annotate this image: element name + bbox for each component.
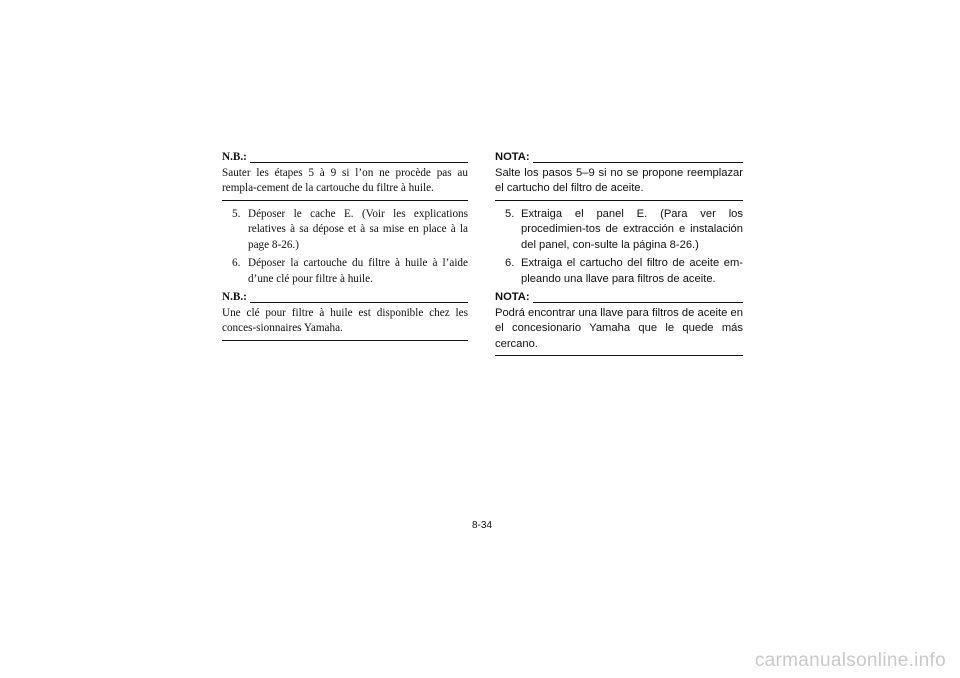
watermark: carmanualsonline.info: [754, 650, 946, 671]
step-item: [505, 256, 743, 287]
note-text: Une clé pour filtre à huile est disponible chez les conces-sionnaires Yamaha.: [222, 306, 468, 334]
note-end-rule: [222, 340, 468, 341]
step-number: 6.: [232, 257, 241, 269]
note-rule: [250, 162, 468, 163]
step-text: Extraiga el cartucho del filtro de aceite em-pleando una llave para filtros de aceite.: [521, 257, 743, 285]
page-number: 8-34: [472, 520, 493, 531]
note-header: [495, 150, 743, 166]
note-end-rule: [495, 200, 743, 201]
step-item: [505, 207, 743, 254]
step-text: Déposer la cartouche du filtre à huile à l’aide d’une clé pour filtre à huile.: [248, 257, 468, 285]
note-header: [222, 290, 468, 306]
note-header: [222, 150, 468, 166]
note-text: Sauter les étapes 5 à 9 si l’on ne procède pas au rempla-cement de la cartouche du filtre à huile.: [222, 166, 468, 194]
step-text: Déposer le cache E. (Voir les explications relatives à sa dépose et à sa mise en place à la page 8-26.): [248, 207, 468, 251]
step-text: Extraiga el panel E. (Para ver los procedimien-tos de extracción e instalación del panel, con-sulte la página 8-26.): [521, 207, 743, 251]
spanish-column: [495, 150, 743, 362]
note-label: N.B.:: [222, 291, 247, 303]
note-end-rule: [495, 355, 743, 356]
note-text: Salte los pasos 5–9 si no se propone reemplazar el cartucho del filtro de aceite.: [495, 166, 743, 194]
note-label: N.B.:: [222, 151, 247, 163]
note-header: [495, 290, 743, 306]
note-rule: [250, 302, 468, 303]
note-rule: [533, 162, 743, 163]
step-number: 6.: [505, 257, 515, 269]
step-item: [232, 256, 468, 287]
step-item: [232, 207, 468, 254]
note-rule: [533, 302, 743, 303]
note-label: NOTA:: [495, 291, 530, 303]
note-end-rule: [222, 200, 468, 201]
step-number: 5.: [232, 207, 241, 220]
french-column: [222, 150, 468, 347]
note-label: NOTA:: [495, 151, 530, 163]
step-number: 5.: [505, 207, 515, 220]
note-text: Podrá encontrar una llave para filtros de aceite en el concesionario Yamaha que le quede más cercano.: [495, 306, 743, 350]
